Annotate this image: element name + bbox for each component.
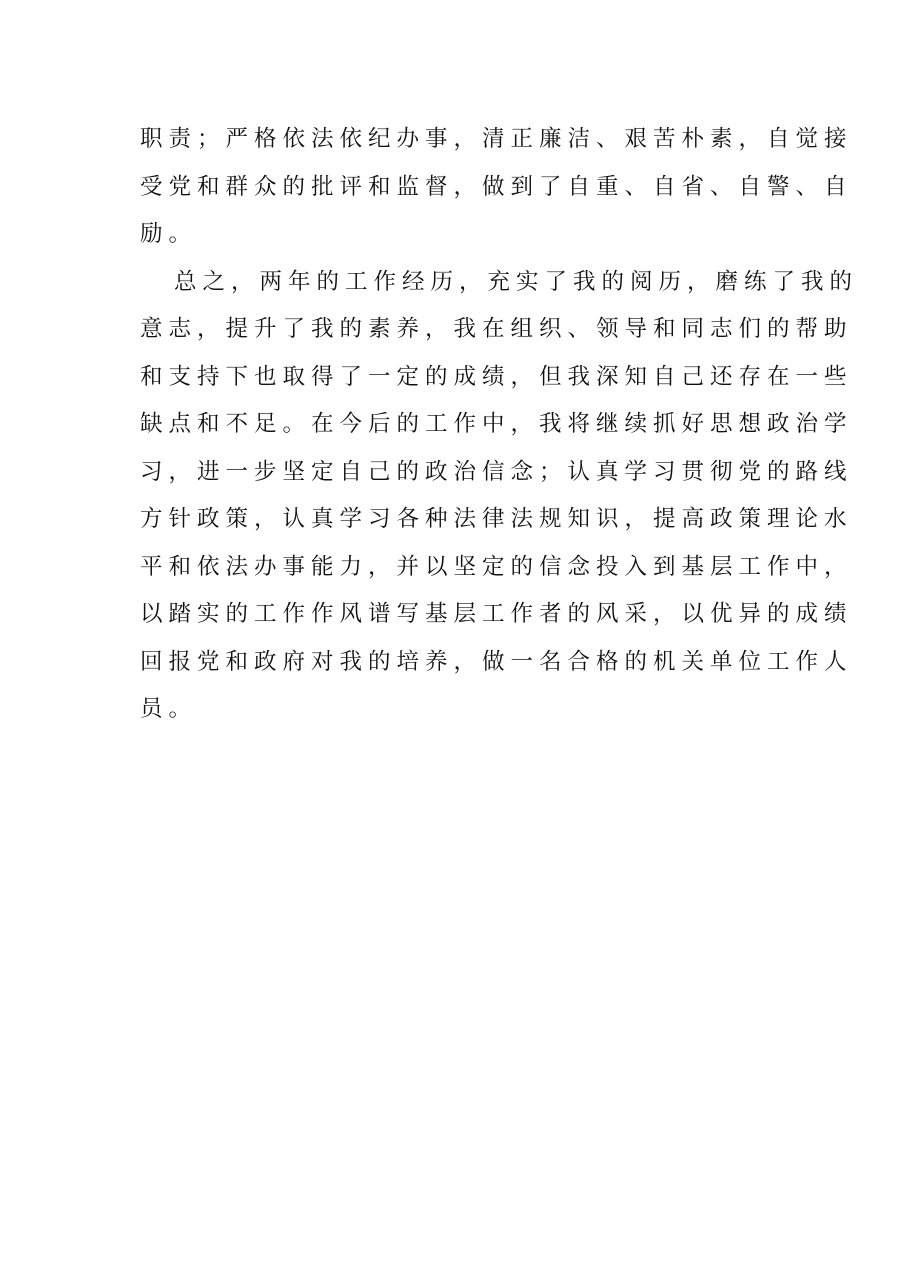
text-line: 意志，提升了我的素养，我在组织、领导和同志们的帮助 [140,316,853,342]
paragraph-2 [140,259,859,734]
text-line: 受党和群众的批评和监督，做到了自重、自省、自警、自 [140,173,853,200]
text-line: 以踏实的工作作风谱写基层工作者的风采，以优异的成绩 [140,601,853,627]
text-line: 职责；严格依法依纪办事，清正廉洁、艰苦朴素，自觉接 [140,126,853,152]
text-line: 员。 [140,696,198,722]
text-line: 习，进一步坚定自己的政治信念；认真学习贯彻党的路线 [140,458,853,485]
text-line: 缺点和不足。在今后的工作中，我将继续抓好思想政治学 [140,411,853,437]
text-line: 回报党和政府对我的培养，做一名合格的机关单位工作人 [140,648,853,675]
text-line: 和支持下也取得了一定的成绩，但我深知自己还存在一些 [140,363,853,390]
paragraph-1 [140,116,853,259]
text-line-indented: 总之，两年的工作经历，充实了我的阅历，磨练了我的 [174,268,859,295]
text-line: 励。 [140,221,198,247]
text-line: 平和依法办事能力，并以坚定的信念投入到基层工作中， [140,553,853,580]
document-body [140,116,859,734]
text-line: 方针政策，认真学习各种法律法规知识，提高政策理论水 [140,506,853,532]
